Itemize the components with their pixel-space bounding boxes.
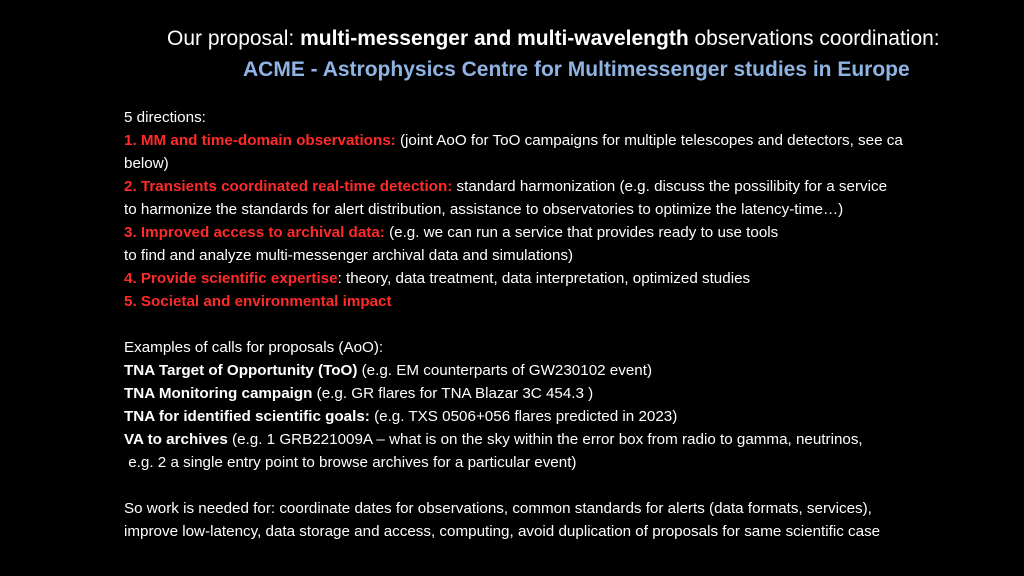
call-label: TNA Target of Opportunity (ToO) (124, 362, 358, 379)
direction-item-3 (124, 221, 1024, 244)
conclusion-line-2: improve low-latency, data storage and access, computing, avoid duplication of proposals for same scientific case (124, 523, 881, 540)
call-item-3 (124, 405, 1024, 428)
slide-title (167, 25, 940, 53)
call-text: (e.g. GR flares for TNA Blazar 3C 454.3 ) (312, 385, 594, 402)
direction-text: (joint AoO for ToO campaigns for multiple telescopes and detectors, see ca (395, 132, 903, 149)
direction-item-2-continuation: to harmonize the standards for alert distribution, assistance to observatories to optimize the latency-time…) (124, 201, 844, 218)
direction-item-2 (124, 175, 1024, 198)
call-label: TNA Monitoring campaign (124, 385, 313, 402)
title-bold: multi-messenger and multi-wavelength (300, 27, 689, 50)
direction-text: : theory, data treatment, data interpretation, optimized studies (337, 270, 751, 287)
direction-item-3-continuation: to find and analyze multi-messenger archival data and simulations) (124, 247, 574, 264)
call-text: (e.g. TXS 0506+056 flares predicted in 2023) (369, 408, 678, 425)
call-item-4 (124, 428, 1024, 451)
title-prefix: Our proposal: (167, 27, 301, 50)
direction-item-4 (124, 267, 1024, 290)
call-label: TNA for identified scientific goals: (124, 408, 370, 425)
calls-heading: Examples of calls for proposals (AoO): (124, 339, 384, 356)
call-item-2 (124, 382, 1024, 405)
directions-heading: 5 directions: (124, 109, 206, 126)
direction-label: 4. Provide scientific expertise (124, 270, 338, 287)
direction-text: standard harmonization (e.g. discuss the possilibity for a service (452, 178, 888, 195)
slide-subtitle: ACME - Astrophysics Centre for Multimessenger studies in Europe (243, 58, 910, 81)
call-label: VA to archives (124, 431, 228, 448)
direction-item-1 (124, 129, 1024, 152)
direction-item-5 (124, 290, 1024, 313)
title-suffix: observations coordination: (688, 27, 940, 50)
direction-item-1-continuation: below) (124, 155, 169, 172)
direction-label: 2. Transients coordinated real-time detection: (124, 178, 453, 195)
spacer (124, 313, 1024, 336)
direction-label: 5. Societal and environmental impact (124, 293, 392, 310)
spacer (124, 474, 1024, 497)
direction-label: 3. Improved access to archival data: (124, 224, 385, 241)
call-item-1 (124, 359, 1024, 382)
call-text: (e.g. EM counterparts of GW230102 event) (357, 362, 653, 379)
direction-text: (e.g. we can run a service that provides ready to use tools (384, 224, 779, 241)
slide-body (124, 106, 1024, 543)
conclusion-line-1: So work is needed for: coordinate dates for observations, common standards for alerts (data formats, services), (124, 500, 872, 517)
call-item-4-continuation: e.g. 2 a single entry point to browse archives for a particular event) (124, 454, 577, 471)
call-text: (e.g. 1 GRB221009A – what is on the sky within the error box from radio to gamma, neutrinos, (227, 431, 863, 448)
direction-label: 1. MM and time-domain observations: (124, 132, 396, 149)
